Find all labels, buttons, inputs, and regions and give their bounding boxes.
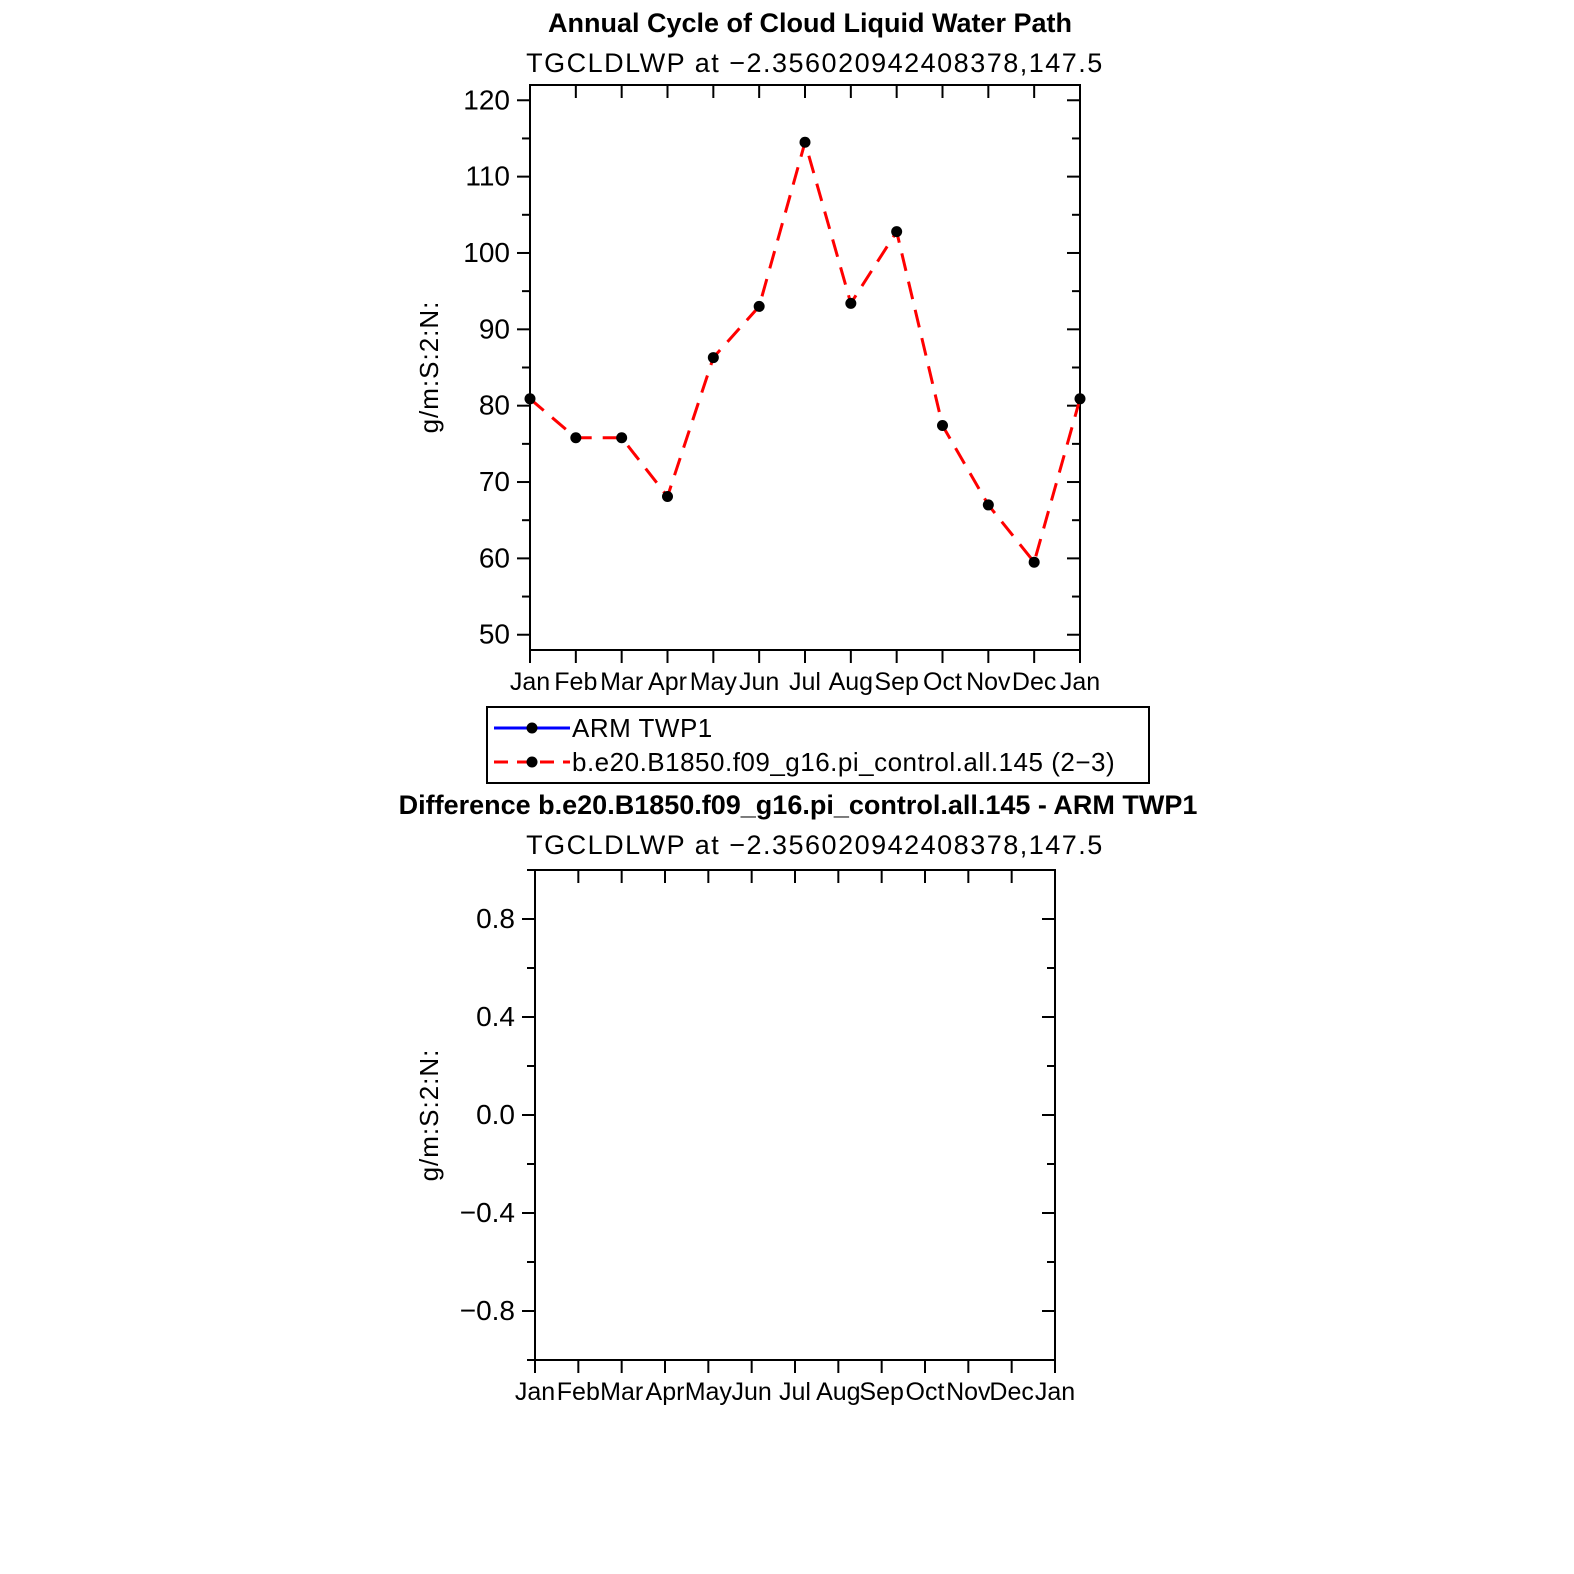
y-tick-label: 110 <box>465 160 510 192</box>
data-point-marker <box>754 301 765 312</box>
legend-label-model: b.e20.B1850.f09_g16.pi_control.all.145 (2−3) <box>572 746 1116 777</box>
x-tick-label: Mar <box>600 668 644 696</box>
legend-row-arm-twp1 <box>492 711 1144 745</box>
data-point-marker <box>800 137 811 148</box>
x-tick-label: Mar <box>600 1378 644 1406</box>
legend-row-model <box>492 745 1144 779</box>
data-point-marker <box>570 432 581 443</box>
y-tick-label: 0.8 <box>476 903 515 934</box>
x-tick-label: Jun <box>739 668 780 696</box>
difference-plot <box>380 860 1160 1440</box>
x-tick-label: Aug <box>828 668 874 696</box>
x-tick-label: Jan <box>509 668 551 696</box>
x-tick-label: Aug <box>816 1378 861 1406</box>
legend-line-sample-solid <box>492 711 572 745</box>
x-tick-label: Jul <box>789 668 821 696</box>
x-tick-label: Nov <box>966 668 1011 696</box>
y-tick-label: 80 <box>478 389 510 421</box>
plot-frame <box>530 85 1080 650</box>
x-tick-label: Dec <box>989 1378 1034 1406</box>
y-tick-label: 0.4 <box>476 1001 515 1032</box>
legend-box <box>486 706 1150 784</box>
top-chart-title: Annual Cycle of Cloud Liquid Water Path <box>547 8 1072 38</box>
y-tick-label: 90 <box>478 313 510 345</box>
legend-marker-dot <box>527 757 538 768</box>
data-point-marker <box>708 352 719 363</box>
x-tick-label: Oct <box>923 668 962 696</box>
x-tick-label: Jan <box>514 1378 556 1406</box>
plot-frame <box>535 870 1055 1360</box>
x-tick-label: Feb <box>554 668 598 696</box>
data-point-marker <box>845 298 856 309</box>
x-tick-label: Jan <box>1059 668 1101 696</box>
legend-marker-dot <box>527 723 538 734</box>
data-point-marker <box>616 432 627 443</box>
data-point-marker <box>891 226 902 237</box>
series-line-1 <box>530 142 1080 562</box>
y-tick-label: 120 <box>463 84 510 116</box>
x-tick-label: Apr <box>645 1378 685 1406</box>
y-tick-label: 70 <box>478 466 510 498</box>
x-tick-label: Feb <box>556 1378 600 1406</box>
top-chart-subtitle: TGCLDLWP at −2.356020942408378,147.5 <box>526 48 1104 78</box>
x-tick-label: Nov <box>946 1378 991 1406</box>
data-point-marker <box>662 491 673 502</box>
x-tick-label: Jan <box>1034 1378 1076 1406</box>
x-tick-label: Oct <box>905 1378 945 1406</box>
y-tick-label: 60 <box>478 542 510 574</box>
annual-cycle-plot <box>380 80 1160 720</box>
data-point-marker <box>983 499 994 510</box>
difference-chart-y-axis-label: g/m:S:2:N: <box>414 1048 444 1182</box>
data-point-marker <box>937 420 948 431</box>
x-tick-label: Jun <box>731 1378 772 1406</box>
x-tick-label: Dec <box>1011 668 1057 696</box>
x-tick-label: Apr <box>648 668 687 696</box>
legend-line-sample-dashed <box>492 745 572 779</box>
y-tick-label: 0.0 <box>476 1099 515 1130</box>
top-chart-y-axis-label: g/m:S:2:N: <box>414 300 444 434</box>
y-tick-label: 100 <box>463 236 510 268</box>
difference-chart-title: Difference b.e20.B1850.f09_g16.pi_control.all.145 - ARM TWP1 <box>398 790 1198 820</box>
x-tick-label: Jul <box>779 1378 811 1406</box>
x-tick-label: May <box>684 1378 732 1406</box>
x-tick-label: Sep <box>859 1378 904 1406</box>
y-tick-label: −0.8 <box>459 1295 515 1326</box>
data-point-marker <box>525 393 536 404</box>
data-point-marker <box>1029 557 1040 568</box>
x-tick-label: Sep <box>874 668 919 696</box>
difference-chart-subtitle: TGCLDLWP at −2.356020942408378,147.5 <box>526 830 1104 860</box>
y-tick-label: 50 <box>478 618 510 650</box>
data-point-marker <box>1075 393 1086 404</box>
x-tick-label: May <box>689 668 737 696</box>
legend-label-arm-twp1: ARM TWP1 <box>572 712 713 743</box>
y-tick-label: −0.4 <box>459 1197 515 1228</box>
